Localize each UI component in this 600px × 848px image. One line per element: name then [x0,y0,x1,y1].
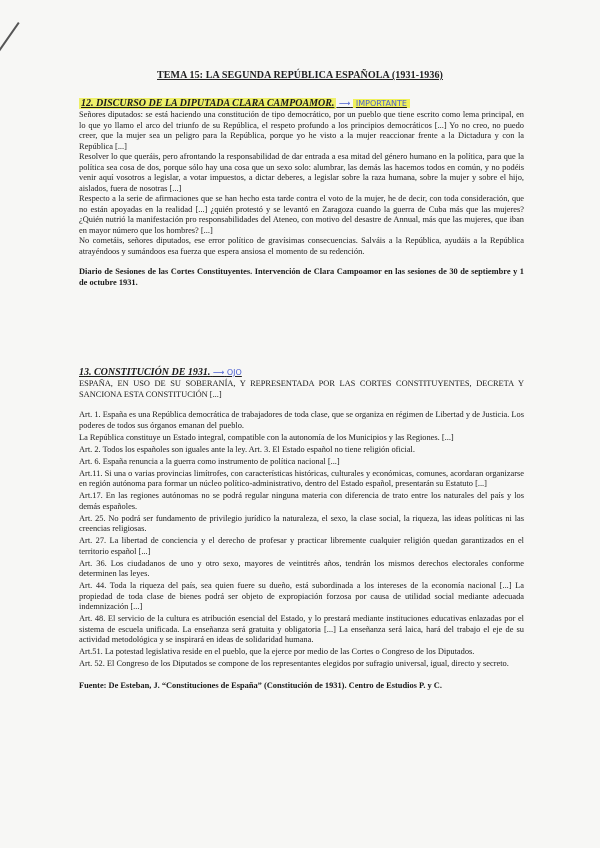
section-13-source: Fuente: De Esteban, J. “Constituciones de España” (Constitución de 1931). Centro de Estudios P. y C. [79,681,442,690]
section-12-heading [79,98,524,110]
section-12 [79,98,524,288]
article: Art. 25. No podrá ser fundamento de privilegio jurídico la naturaleza, el sexo, la clase social, la riqueza, las ideas políticas ni las creencias religiosas. [79,513,524,533]
arrow-icon: ⟶ [338,99,351,108]
paragraph-4: No cometáis, señores diputados, ese error político de gravísimas consecuencias. Salváis a la República, ayudáis a la República atrayéndoos y sumándoos esa fuerza que espera ansiosa el momento de su redención. [79,236,524,256]
arrow-icon: ⟶ [212,368,225,377]
section-13-heading-text: 13. CONSTITUCIÓN DE 1931. [79,367,211,378]
article: Art.17. En las regiones autónomas no se podrá regular ninguna materia con diferencia de trato entre los naturales del país y los demás españoles. [79,491,524,511]
constitution-preamble: ESPAÑA, EN USO DE SU SOBERANÍA, Y REPRESENTADA POR LAS CORTES CONSTITUYENTES, DECRETA Y SANCIONA ESTA CONSTITUCIÓN [...] [79,379,524,399]
section-13-note: OJO [226,368,242,377]
section-12-source: Diario de Sesiones de las Cortes Constituyentes. Intervención de Clara Campoamor en las sesiones de 30 de septiembre y 1 de octubre 1931. [79,267,524,287]
section-12-note: IMPORTANTE [353,99,410,108]
article: Art. 6. España renuncia a la guerra como instrumento de política nacional [...] [79,456,340,466]
section-12-heading-text: 12. DISCURSO DE LA DIPUTADA CLARA CAMPOAMOR. [81,98,335,109]
section-13 [79,367,524,692]
article: Art. 52. El Congreso de los Diputados se compone de los representantes elegidos por sufragio universal, igual, directo y secreto. [79,659,509,668]
paragraph-1: Señores diputados: se está haciendo una constitución de tipo democrático, por un pueblo que tiene escrito como lema principal, en lo que yo llamo el arco del triunfo de su República, el respeto profundo a los principios democráticos [...] Yo no creo, no puedo creer, que la mujer sea un peligro para la República, porque yo he visto a la mujer reaccionar frente a la Dictadura y con la República [...] [79,110,524,151]
article: Art. 36. Los ciudadanos de uno y otro sexo, mayores de veintitrés años, tendrán los mismos derechos electorales conforme determinen las leyes. [79,558,524,578]
article: Art. 44. Toda la riqueza del país, sea quien fuere su dueño, está subordinada a los intereses de la economía nacional [...] La propiedad de toda clase de bienes podrá ser objeto de expropiación forzosa por causa de utilidad social mediante adecuada indemnización [...] [79,581,524,611]
article: Art.11. Si una o varias provincias limítrofes, con características históricas, culturales y económicas, comunes, acordaran organizarse en región autónoma para formar un núcleo político-administrativo, dentro del Estado español, presentarán su Estatuto [...] [79,468,524,488]
article: Art. 2. Todos los españoles son iguales ante la ley. Art. 3. El Estado español no tiene religión oficial. [79,444,415,454]
page-title: TEMA 15: LA SEGUNDA REPÚBLICA ESPAÑOLA (1931-1936) [157,70,443,81]
paragraph-3: Respecto a la serie de afirmaciones que se han hecho esta tarde contra el voto de la mujer, he de decir, con toda consideración, que no están apoyadas en la realidad [...] ¿quién protestó y se levantó en Zaragoza cuando la guerra de Cuba más que las mujeres? ¿Quién nutrió la manifestación pro responsabilidades del Ateneo, con motivo del desastre de Annual, más que las mujeres, que iban en mayor número que los hombres? [...] [79,194,524,235]
section-13-heading [79,367,524,379]
article: La República constituye un Estado integral, compatible con la autonomía de los Municipios y las Regiones. [...] [79,432,454,442]
pen-mark [0,22,20,56]
article: Art. 48. El servicio de la cultura es atribución esencial del Estado, y lo prestará mediante instituciones educativas enlazadas por el sistema de escuela unificada. La enseñanza será gratuita y obligatoria [...] La enseñanza será laica, hará del trabajo el eje de su actividad metodológica y se inspirará en ideas de solidaridad humana. [79,614,524,644]
paragraph-2: Resolver lo que queráis, pero afrontando la responsabilidad de dar entrada a esa mitad del género humano en la política, para que la política sea cosa de dos, porque sólo hay una cosa que un sexo solo: alumbrar, las demás las hacemos todos en común, y no podéis venir aquí vosotros a legislar, a votar impuestos, a dictar deberes, a legislar sobre la raza humana, sobre la mujer y sobre el hijo, aislados, fuera de nosotras [...] [79,152,524,193]
article: Art.51. La potestad legislativa reside en el pueblo, que la ejerce por medio de las Cortes o Congreso de los Diputados. [79,647,475,656]
article: Art. 27. La libertad de conciencia y el derecho de profesar y practicar libremente cualquier religión quedan garantizados en el territorio español [...] [79,536,524,556]
article: Art. 1. España es una República democrática de trabajadores de toda clase, que se organiza en régimen de Libertad y de Justicia. Los poderes de todos sus órganos emanan del pueblo. [79,410,524,430]
